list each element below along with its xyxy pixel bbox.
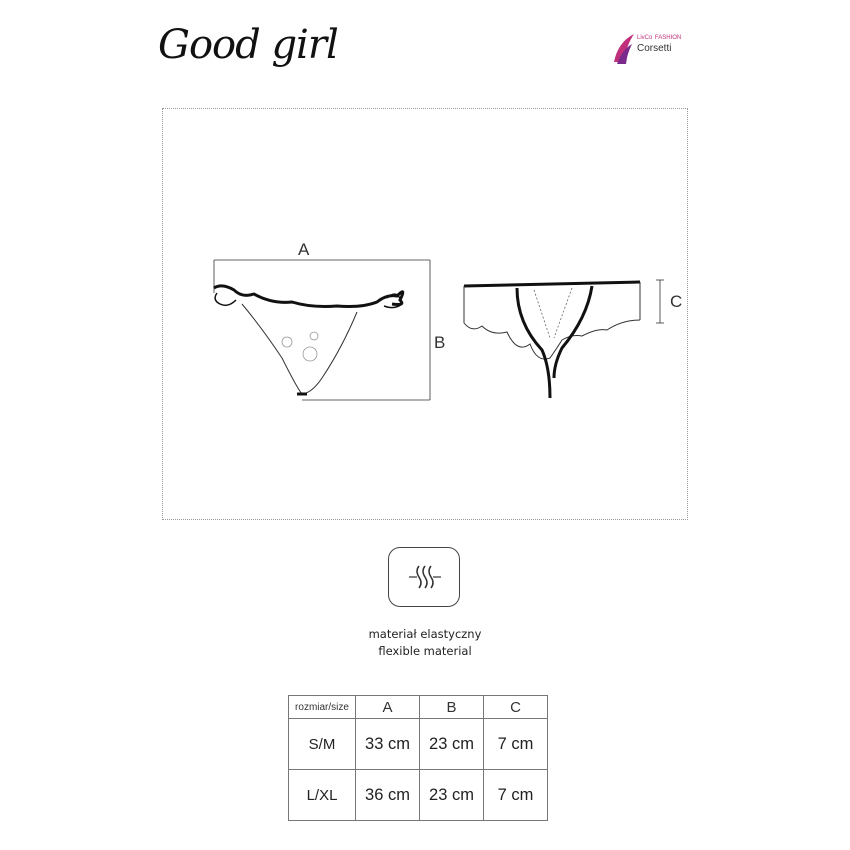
brand-name-line2: Corsetti bbox=[637, 43, 672, 54]
table-row bbox=[289, 770, 548, 821]
front-view bbox=[214, 260, 430, 400]
size-value-c: 7 cm bbox=[484, 719, 548, 770]
size-value-b: 23 cm bbox=[420, 770, 484, 821]
brand-name-line1: LivCo bbox=[637, 35, 653, 41]
table-row bbox=[289, 719, 548, 770]
dimension-b-label: B bbox=[434, 333, 446, 352]
brand-wing-icon bbox=[612, 32, 636, 66]
size-value-c: 7 cm bbox=[484, 770, 548, 821]
size-value-a: 36 cm bbox=[356, 770, 420, 821]
size-value-a: 33 cm bbox=[356, 719, 420, 770]
garment-diagram bbox=[162, 108, 688, 520]
size-table bbox=[288, 695, 548, 821]
dimension-c-label: C bbox=[670, 292, 683, 311]
feature-label-en: flexible material bbox=[378, 644, 472, 658]
column-b-header: B bbox=[420, 696, 484, 719]
size-value-b: 23 cm bbox=[420, 719, 484, 770]
size-table-corner: rozmiar/size bbox=[289, 696, 356, 719]
size-table-header bbox=[289, 696, 548, 719]
stretch-material-badge bbox=[388, 547, 460, 607]
size-label: S/M bbox=[289, 719, 356, 770]
stretch-wave-icon bbox=[389, 548, 459, 606]
feature-label-pl: materiał elastyczny bbox=[368, 627, 482, 641]
brand-logo bbox=[612, 28, 702, 72]
column-c-header: C bbox=[484, 696, 548, 719]
brand-tag: FASHION bbox=[654, 35, 682, 41]
product-title: Good girl bbox=[158, 22, 338, 68]
size-label: L/XL bbox=[289, 770, 356, 821]
back-view bbox=[464, 280, 664, 398]
column-a-header: A bbox=[356, 696, 420, 719]
dimension-a-label: A bbox=[298, 240, 310, 259]
